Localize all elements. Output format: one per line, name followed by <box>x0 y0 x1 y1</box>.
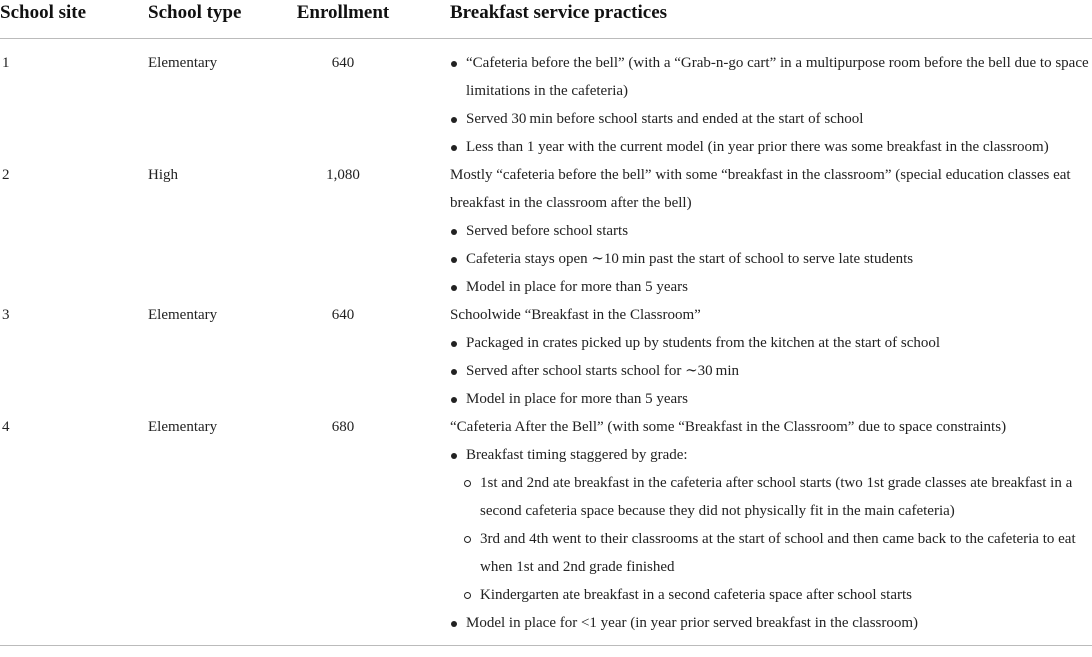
bullet-item: Cafeteria stays open ∼10 min past the start of school to serve late students <box>450 245 1092 273</box>
practice-intro: Schoolwide “Breakfast in the Classroom” <box>450 307 701 323</box>
sub-bullet-item: 3rd and 4th went to their classrooms at the start of school and then came back to the cafeteria to eat when 1st and 2nd grade finished <box>450 525 1092 581</box>
cell-practices <box>450 413 1092 646</box>
bullet-item: Model in place for more than 5 years <box>450 273 1092 301</box>
bullet-item: Packaged in crates picked up by students from the kitchen at the start of school <box>450 329 1092 357</box>
bullet-item: Less than 1 year with the current model (in year prior there was some breakfast in the classroom) <box>450 133 1092 161</box>
cell-enrollment: 680 <box>280 413 450 646</box>
cell-school-type: Elementary <box>148 55 218 71</box>
cell-practices <box>450 39 1092 162</box>
header-school-site: School site <box>0 0 148 39</box>
bullet-list <box>450 609 1092 637</box>
bullet-item: Served 30 min before school starts and ended at the start of school <box>450 105 1092 133</box>
cell-practices <box>450 301 1092 413</box>
cell-school-type: Elementary <box>148 307 218 323</box>
bullet-item: Model in place for more than 5 years <box>450 385 1092 413</box>
table-header <box>0 0 1092 39</box>
cell-school-type: High <box>148 167 178 183</box>
bullet-list <box>450 217 1092 301</box>
bullet-list <box>450 49 1092 161</box>
bullet-item: Served after school starts school for ∼30 min <box>450 357 1092 385</box>
table-row <box>0 161 1092 301</box>
practice-intro: Mostly “cafeteria before the bell” with some “breakfast in the classroom” (special education classes eat breakfast in the classroom after the bell) <box>450 167 1071 211</box>
table-row <box>0 39 1092 162</box>
header-school-type: School type <box>148 0 280 39</box>
table-row <box>0 413 1092 646</box>
header-row <box>0 0 1092 39</box>
cell-school-type: Elementary <box>148 413 280 646</box>
bullet-item-text: Breakfast timing staggered by grade: <box>466 447 688 463</box>
bullet-item <box>450 441 1092 469</box>
table-row <box>0 301 1092 413</box>
bullet-item: “Cafeteria before the bell” (with a “Grab-n-go cart” in a multipurpose room before the bell due to space limitations in the cafeteria) <box>450 49 1092 105</box>
header-breakfast-practices: Breakfast service practices <box>450 0 1092 39</box>
bullet-item: Model in place for <1 year (in year prior served breakfast in the classroom) <box>450 609 1092 637</box>
cell-school-site: 1 <box>2 55 10 71</box>
cell-school-site: 2 <box>2 167 10 183</box>
practice-intro: “Cafeteria After the Bell” (with some “Breakfast in the Classroom” due to space constraints) <box>450 419 1007 435</box>
sub-bullet-list <box>450 469 1092 609</box>
bullet-list <box>450 441 1092 469</box>
cell-school-site: 3 <box>2 307 10 323</box>
sub-bullet-item: 1st and 2nd ate breakfast in the cafeteria after school starts (two 1st grade classes ate breakfast in a second cafeteria space because they did not physically fit in the main cafeteria) <box>450 469 1092 525</box>
cell-school-site: 4 <box>0 413 148 646</box>
bullet-item: Served before school starts <box>450 217 1092 245</box>
header-enrollment: Enrollment <box>280 0 450 39</box>
table-body <box>0 39 1092 646</box>
cell-enrollment: 640 <box>331 55 355 71</box>
cell-enrollment: 1,080 <box>326 167 360 183</box>
cell-practices <box>450 161 1092 301</box>
cell-enrollment: 640 <box>331 307 355 323</box>
sub-bullet-item: Kindergarten ate breakfast in a second cafeteria space after school starts <box>450 581 1092 609</box>
bullet-list <box>450 329 1092 413</box>
